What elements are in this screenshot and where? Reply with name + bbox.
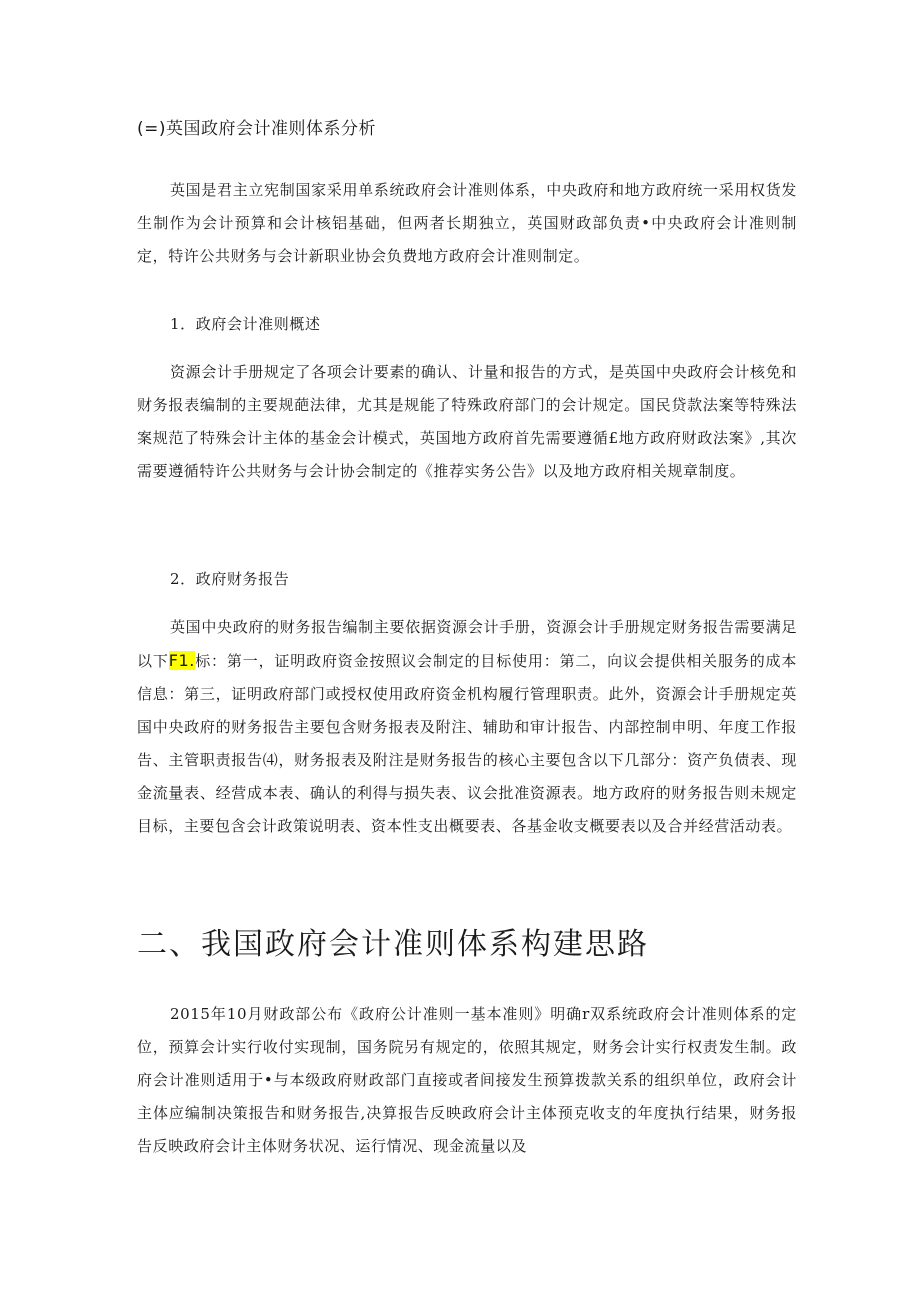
section-2-heading: 二、我国政府会计准则体系构建思路 <box>137 927 649 962</box>
item2-title: 2．政府财务报告 <box>170 570 290 588</box>
section-uk-intro-paragraph: 英国是君主立宪制国家采用单系统政府会计准则体系，中央政府和地方政府统一采用权货发生制作为会计预算和会计核铝基础，但两者长期独立，英国财政部负责•中央政府会计准则制定，特许公共财务与会计新职业协会负费地方政府会计准则制定。 <box>137 181 797 265</box>
item1-title: 1．政府会计准则概述 <box>170 315 321 333</box>
item2-text-before: 英国中央政府的财务报告编制主要依据资源会计手册，资源会计手册规定财务报告需要满足以下 <box>137 618 797 670</box>
section-2-paragraph: 2015年10月财政部公布《政府公计准则一基本准则》明确r双系统政府会计准则体系的定位，预算会计实行收付实现制，国务院另有规定的，依照其规定，财务会计实行权责发生制。政府会计准则适用于•与本级政府财政部门直接或者间接发生预算拨款关系的组织单位，政府会计主体应编制决策报告和财务报告,决算报告反映政府会计主体预克收支的年度执行结果，财务报告反映政府会计主体财务状况、运行情况、现金流量以及 <box>137 1005 797 1155</box>
item1-paragraph: 资源会计手册规定了各项会计要素的确认、计量和报告的方式，是英国中央政府会计核免和财务报表编制的主要规葩法律，尤其是规能了特殊政府部门的会计规定。国民贷款法案等特殊法案规范了特殊会计主体的基金会计模式，英国地方政府首先需要遵循£地方政府财政法案》,其次需要遵循特许公共财务与会计协会制定的《推荐实务公告》以及地方政府相关规章制度。 <box>137 363 797 480</box>
section-uk-heading: (=)英国政府会计准则体系分析 <box>137 119 377 139</box>
item2-paragraph <box>137 611 797 843</box>
item2-text-after: 标：第一，证明政府资金按照议会制定的目标使用：第二，向议会提供相关服务的成本信息：第三，证明政府部门或授权使用政府资金机构履行管理职责。此外，资源会计手册规定英国中央政府的财务报告主要包含财务报表及附注、辅助和审计报告、内部控制申明、年度工作报告、主管职责报告⑷，财务报表及附注是财务报告的核心主要包含以下几部分：资产负债表、现金流量表、经营成本表、确认的利得与损失表、议会批准资源表。地方政府的财务报告则未规定目标，主要包含会计政策说明表、资本性支出概要表、各基金收支概要表以及合并经营活动表。 <box>137 652 797 835</box>
highlighted-marker: F1. <box>168 651 195 670</box>
